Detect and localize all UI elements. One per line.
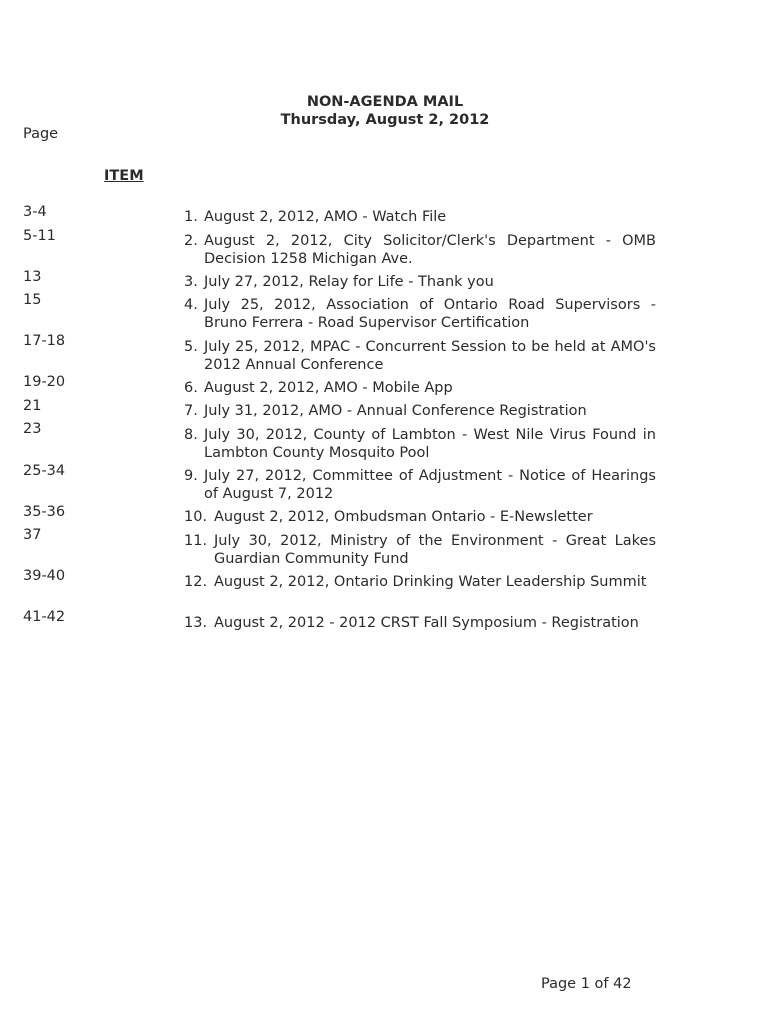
item-text: August 2, 2012, AMO - Mobile App [204,380,453,396]
item-text: July 30, 2012, County of Lambton - West Nile Virus Found in Lambton County Mosquito Pool [204,427,656,461]
item-page-ref: 5-11 [23,228,56,244]
item-number: 12. [184,574,208,590]
item-page-ref: 17-18 [23,333,66,349]
item-text: July 25, 2012, MPAC - Concurrent Session to be held at AMO's 2012 Annual Conference [204,339,656,373]
item-page-ref: 39-40 [23,568,66,584]
page-column-header: Page [23,126,59,142]
item-text: July 31, 2012, AMO - Annual Conference Registration [204,403,587,419]
item-page-ref: 13 [23,269,42,285]
item-page-ref: 41-42 [23,609,66,625]
item-page-ref: 3-4 [23,204,47,220]
item-text: July 27, 2012, Relay for Life - Thank you [204,274,494,290]
item-number: 13. [184,615,208,631]
item-column-header: ITEM [104,168,144,184]
item-page-ref: 23 [23,421,42,437]
item-text: August 2, 2012, City Solicitor/Clerk's Department - OMB Decision 1258 Michigan Ave. [204,233,656,267]
item-text: July 27, 2012, Committee of Adjustment - Notice of Hearings of August 7, 2012 [204,468,656,502]
item-number: 11. [184,533,208,549]
item-text: August 2, 2012, AMO - Watch File [204,209,447,225]
agenda-item [184,208,656,226]
item-page-ref: 15 [23,292,42,308]
item-page-ref: 25-34 [23,463,66,479]
item-number: 7. [184,403,198,419]
document-date: Thursday, August 2, 2012 [280,112,490,128]
agenda-item [184,508,656,526]
item-page-ref: 35-36 [23,504,66,520]
agenda-item [184,467,656,503]
agenda-item [184,426,656,462]
agenda-item [184,532,656,568]
agenda-item [184,338,656,374]
item-number: 4. [184,297,198,313]
item-text: July 25, 2012, Association of Ontario Road Supervisors - Bruno Ferrera - Road Supervisor Certification [204,297,656,331]
item-page-ref: 37 [23,527,42,543]
agenda-item [184,379,656,397]
item-number: 9. [184,468,198,484]
item-text: August 2, 2012 - 2012 CRST Fall Symposium - Registration [214,615,639,631]
item-number: 10. [184,509,208,525]
item-page-ref: 21 [23,398,42,414]
agenda-item [184,273,656,291]
item-text: August 2, 2012, Ombudsman Ontario - E-Newsletter [214,509,593,525]
item-text: August 2, 2012, Ontario Drinking Water Leadership Summit [214,574,647,590]
agenda-item [184,402,656,420]
item-number: 6. [184,380,198,396]
item-text: July 30, 2012, Ministry of the Environment - Great Lakes Guardian Community Fund [214,533,656,567]
page-footer: Page 1 of 42 [541,976,632,992]
item-number: 8. [184,427,198,443]
agenda-item [184,614,656,632]
item-number: 1. [184,209,198,225]
item-number: 5. [184,339,198,355]
item-number: 3. [184,274,198,290]
agenda-item [184,296,656,332]
agenda-item [184,232,656,268]
document-header [0,93,770,129]
item-page-ref: 19-20 [23,374,66,390]
item-number: 2. [184,233,198,249]
document-title: NON-AGENDA MAIL [306,94,464,110]
agenda-item [184,573,656,591]
